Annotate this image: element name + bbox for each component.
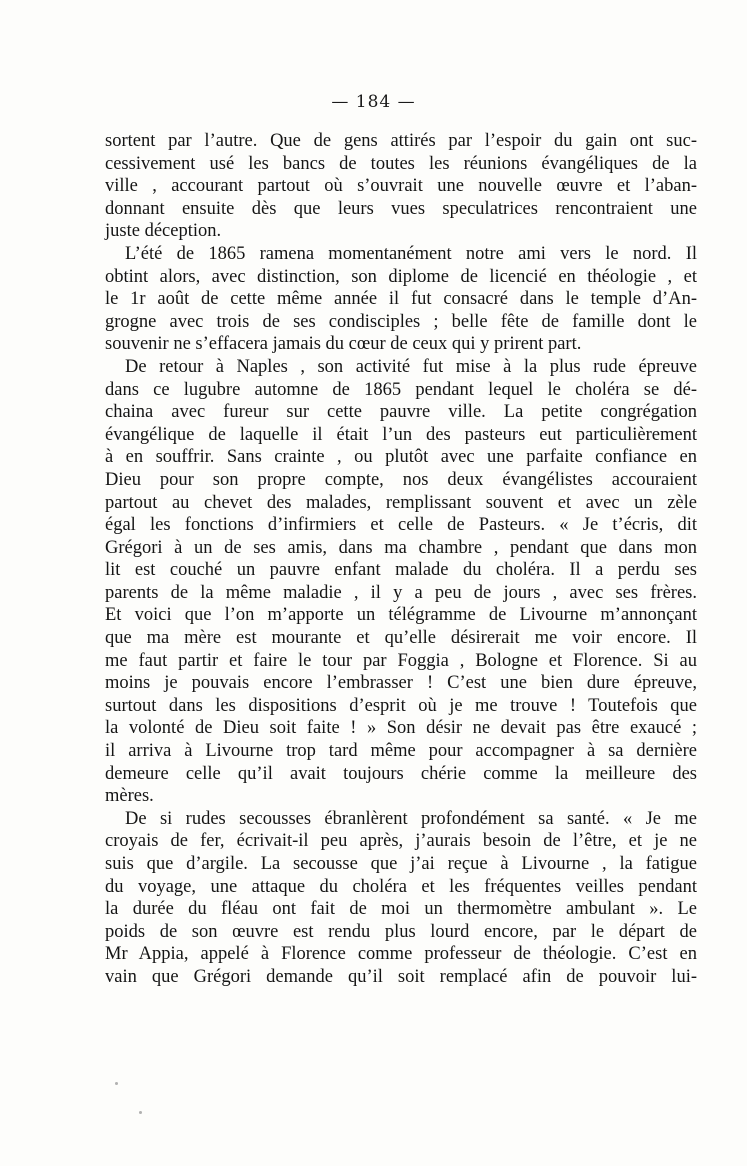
text-line: évangélique de laquelle il était l’un des pasteurs eut particulièrement xyxy=(105,424,697,445)
paper-speck xyxy=(115,1082,118,1085)
text-line: juste déception. xyxy=(105,221,222,242)
text-line: égal les fonctions d’infirmiers et celle de Pasteurs. « Je t’écris, dit xyxy=(105,515,697,536)
text-line: demeure celle qu’il avait toujours chérie comme la meilleure des xyxy=(105,763,697,784)
text-line: à en souffrir. Sans crainte , ou plutôt avec une parfaite confiance en xyxy=(105,447,697,468)
text-line: souvenir ne s’effacera jamais du cœur de ceux qui y prirent part. xyxy=(105,334,582,355)
text-line: me faut partir et faire le tour par Foggia , Bologne et Florence. Si au xyxy=(105,650,697,671)
text-line: sortent par l’autre. Que de gens attirés par l’espoir du gain ont suc- xyxy=(105,131,697,151)
text-line: le 1r août de cette même année il fut consacré dans le temple d’An- xyxy=(105,289,697,310)
text-line: ville , accourant partout où s’ouvrait une nouvelle œuvre et l’aban- xyxy=(105,176,697,197)
text-line: la durée du fléau ont fait de moi un thermomètre ambulant ». Le xyxy=(105,899,697,920)
text-line: que ma mère est mourante et qu’elle désirerait me voir encore. Il xyxy=(105,628,697,649)
text-line: du voyage, une attaque du choléra et les fréquentes veilles pendant xyxy=(105,876,697,897)
text-line: Mr Appia, appelé à Florence comme professeur de théologie. C’est en xyxy=(105,944,697,965)
text-line: mères. xyxy=(105,786,154,807)
text-line: partout au chevet des malades, remplissant souvent et avec un zèle xyxy=(105,492,697,513)
paper-speck xyxy=(139,1111,142,1114)
text-line: surtout dans les dispositions d’esprit où je me trouve ! Toutefois que xyxy=(105,695,697,716)
text-line: grogne avec trois de ses condisciples ; belle fête de famille dont le xyxy=(105,311,697,332)
text-line: dans ce lugubre automne de 1865 pendant lequel le choléra se dé- xyxy=(105,379,697,400)
text-line: suis que d’argile. La secousse que j’ai reçue à Livourne , la fatigue xyxy=(105,854,697,874)
text-line: moins je pouvais encore l’embrasser ! C’est une bien dure épreuve, xyxy=(105,673,697,694)
text-line: vain que Grégori demande qu’il soit remplacé afin de pouvoir lui- xyxy=(105,966,697,987)
text-line: donnant ensuite dès que leurs vues speculatrices rencontraient une xyxy=(105,198,697,219)
text-line: cessivement usé les bancs de toutes les réunions évangéliques de la xyxy=(105,153,697,174)
text-line: croyais de fer, écrivait-il peu après, j’aurais besoin de l’être, et je ne xyxy=(105,831,697,852)
text-line: chaina avec fureur sur cette pauvre ville. La petite congrégation xyxy=(105,402,697,423)
text-line: lit est couché un pauvre enfant malade du choléra. Il a perdu ses xyxy=(105,560,697,581)
text-line: L’été de 1865 ramena momentanément notre ami vers le nord. Il xyxy=(125,243,697,264)
text-line: poids de son œuvre est rendu plus lourd encore, par le départ de xyxy=(105,921,697,942)
page-number: — 184 — xyxy=(331,92,416,112)
text-line: Et voici que l’on m’apporte un télégramme de Livourne m’annonçant xyxy=(105,605,697,626)
body-text xyxy=(105,130,697,989)
text-line: De retour à Naples , son activité fut mise à la plus rude épreuve xyxy=(125,356,697,377)
text-line: De si rudes secousses ébranlèrent profondément sa santé. « Je me xyxy=(125,808,697,829)
text-line: il arriva à Livourne trop tard même pour accompagner à sa dernière xyxy=(105,741,697,762)
text-line: Grégori à un de ses amis, dans ma chambre , pendant que dans mon xyxy=(105,537,697,558)
text-line: obtint alors, avec distinction, son diplome de licencié en théologie , et xyxy=(105,266,697,287)
text-line: parents de la même maladie , il y a peu de jours , avec ses frères. xyxy=(105,582,697,603)
text-line: Dieu pour son propre compte, nos deux évangélistes accouraient xyxy=(105,469,697,490)
text-line: la volonté de Dieu soit faite ! » Son désir ne devait pas être exaucé ; xyxy=(105,718,697,739)
